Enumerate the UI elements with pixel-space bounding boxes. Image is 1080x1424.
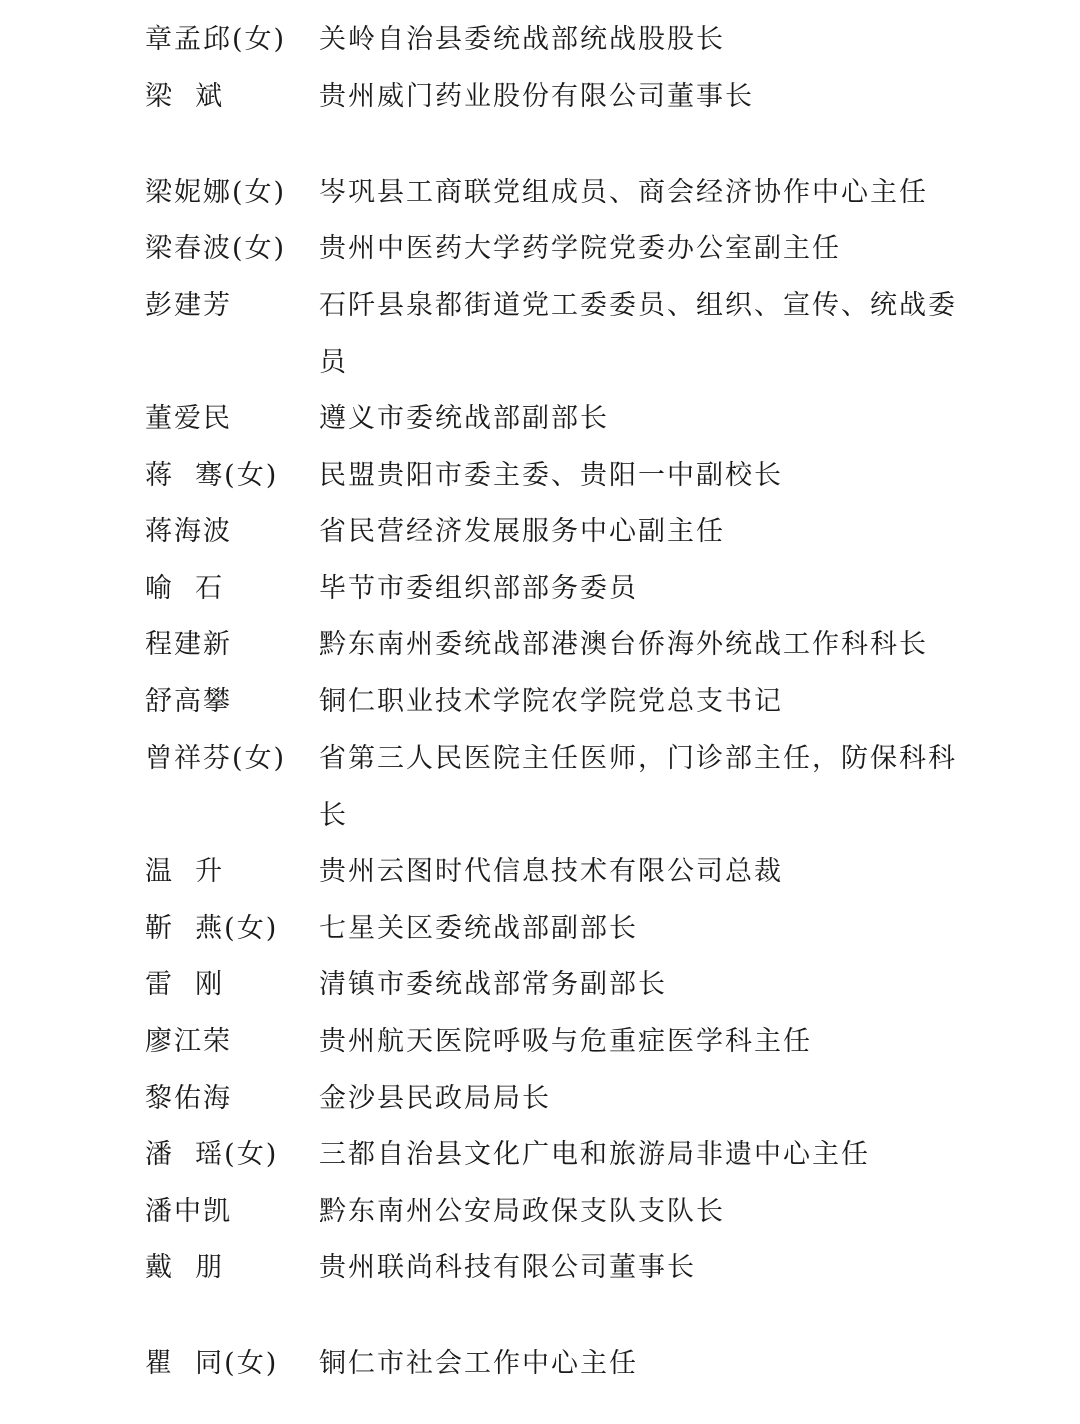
member-title: 民盟贵阳市委主委、贵阳一中副校长 <box>319 460 783 491</box>
member-name: 彭建芳 <box>145 290 232 321</box>
member-name: 瞿 同(女) <box>145 1348 279 1379</box>
member-name: 曾祥芬(女) <box>145 743 287 774</box>
member-title: 三都自治县文化广电和旅游局非遗中心主任 <box>319 1139 870 1170</box>
member-title: 关岭自治县委统战部统战股股长 <box>319 24 725 55</box>
member-title: 毕节市委组织部部务委员 <box>319 573 638 604</box>
member-name: 雷 刚 <box>145 969 225 1000</box>
member-title: 黔东南州公安局政保支队支队长 <box>319 1196 725 1227</box>
list-item <box>0 1071 1080 1127</box>
member-name: 梁 斌 <box>145 81 225 112</box>
member-name: 廖江荣 <box>145 1026 232 1057</box>
member-title: 七星关区委统战部副部长 <box>319 913 638 944</box>
member-name: 潘中凯 <box>145 1196 232 1227</box>
list-item <box>0 1127 1080 1183</box>
list-item <box>0 731 1080 787</box>
list-item <box>0 221 1080 277</box>
member-name: 梁春波(女) <box>145 233 287 264</box>
member-name: 戴 朋 <box>145 1252 225 1283</box>
member-title: 贵州威门药业股份有限公司董事长 <box>319 81 754 112</box>
list-item <box>0 278 1080 334</box>
list-item <box>0 448 1080 504</box>
list-item-continuation <box>0 335 1080 391</box>
member-title: 黔东南州委统战部港澳台侨海外统战工作科科长 <box>319 629 928 660</box>
member-name: 喻 石 <box>145 573 225 604</box>
member-name: 黎佑海 <box>145 1083 232 1114</box>
member-title: 贵州云图时代信息技术有限公司总裁 <box>319 856 783 887</box>
list-item <box>0 844 1080 900</box>
list-item <box>0 391 1080 447</box>
member-title: 贵州航天医院呼吸与危重症医学科主任 <box>319 1026 812 1057</box>
list-item <box>0 1336 1080 1392</box>
member-title: 清镇市委统战部常务副部长 <box>319 969 667 1000</box>
list-item <box>0 504 1080 560</box>
list-item <box>0 561 1080 617</box>
list-item <box>0 1014 1080 1070</box>
member-name: 靳 燕(女) <box>145 913 279 944</box>
member-title: 岑巩县工商联党组成员、商会经济协作中心主任 <box>319 177 928 208</box>
member-title: 遵义市委统战部副部长 <box>319 403 609 434</box>
member-name: 温 升 <box>145 856 225 887</box>
member-name: 程建新 <box>145 629 232 660</box>
member-name: 舒高攀 <box>145 686 232 717</box>
list-item <box>0 165 1080 221</box>
list-item <box>0 69 1080 125</box>
member-name: 蒋海波 <box>145 516 232 547</box>
list-item <box>0 957 1080 1013</box>
member-title-continuation: 员 <box>319 347 348 378</box>
list-item-continuation <box>0 788 1080 844</box>
member-name: 章孟邱(女) <box>145 24 287 55</box>
member-name: 董爱民 <box>145 403 232 434</box>
member-name: 蒋 骞(女) <box>145 460 279 491</box>
member-name: 梁妮娜(女) <box>145 177 287 208</box>
list-item <box>0 901 1080 957</box>
member-title: 省第三人民医院主任医师，门诊部主任，防保科科 <box>319 743 957 774</box>
member-name: 潘 瑶(女) <box>145 1139 279 1170</box>
member-title: 石阡县泉都街道党工委委员、组织、宣传、统战委 <box>319 290 957 321</box>
member-title: 金沙县民政局局长 <box>319 1083 551 1114</box>
member-title-continuation: 长 <box>319 800 348 831</box>
member-title: 贵州中医药大学药学院党委办公室副主任 <box>319 233 841 264</box>
member-title: 贵州联尚科技有限公司董事长 <box>319 1252 696 1283</box>
list-item <box>0 674 1080 730</box>
list-item <box>0 1240 1080 1296</box>
list-item <box>0 617 1080 673</box>
member-title: 铜仁职业技术学院农学院党总支书记 <box>319 686 783 717</box>
list-item <box>0 1184 1080 1240</box>
member-title: 省民营经济发展服务中心副主任 <box>319 516 725 547</box>
list-item <box>0 12 1080 68</box>
member-title: 铜仁市社会工作中心主任 <box>319 1348 638 1379</box>
